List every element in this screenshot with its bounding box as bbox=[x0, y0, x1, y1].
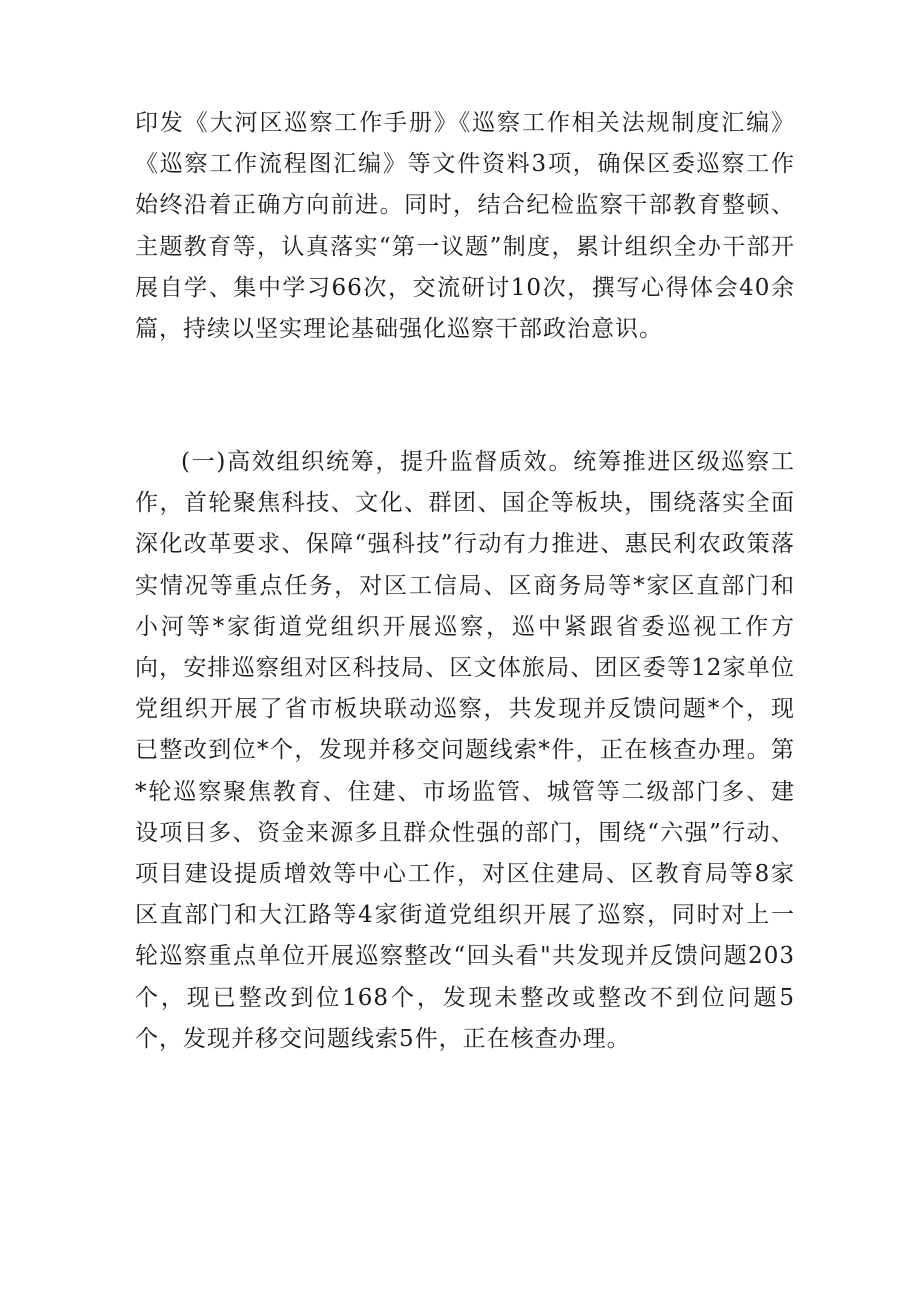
body-paragraph-2: (一)高效组织统筹，提升监督质效。统筹推进区级巡察工作，首轮聚焦科技、文化、群团、国企等板块，围绕落实全面深化改革要求、保障“强科技”行动有力推进、惠民利农政策落实情况等重点任务，对区工信局、区商务局等*家区直部门和小河等*家街道党组织开展巡察，巡中紧跟省委巡视工作方向，安排巡察组对区科技局、区文体旅局、团区委等12家单位党组织开展了省市板块联动巡察，共发现并反馈问题*个，现已整改到位*个，发现并移交问题线索*件，正在核查办理。第*轮巡察聚焦教育、住建、市场监管、城管等二级部门多、建设项目多、资金来源多且群众性强的部门，围绕“六强”行动、项目建设提质增效等中心工作，对区住建局、区教育局等8家区直部门和大江路等4家街道党组织开展了巡察，同时对上一轮巡察重点单位开展巡察整改“回头看"共发现并反馈问题203个，现已整改到位168个，发现未整改或整改不到位问题5个，发现并移交问题线索5件，正在核查办理。 bbox=[135, 449, 795, 1052]
body-paragraph-1: 印发《大河区巡察工作手册》《巡察工作相关法规制度汇编》《巡察工作流程图汇编》等文件资料3项，确保区委巡察工作始终沿着正确方向前进。同时，结合纪检监察干部教育整顿、主题教育等，认真落实“第一议题”制度，累计组织全办干部开展自学、集中学习66次，交流研讨10次，撰写心得体会40余篇，持续以坚实理论基础强化巡察干部政治意识。 bbox=[135, 110, 795, 343]
